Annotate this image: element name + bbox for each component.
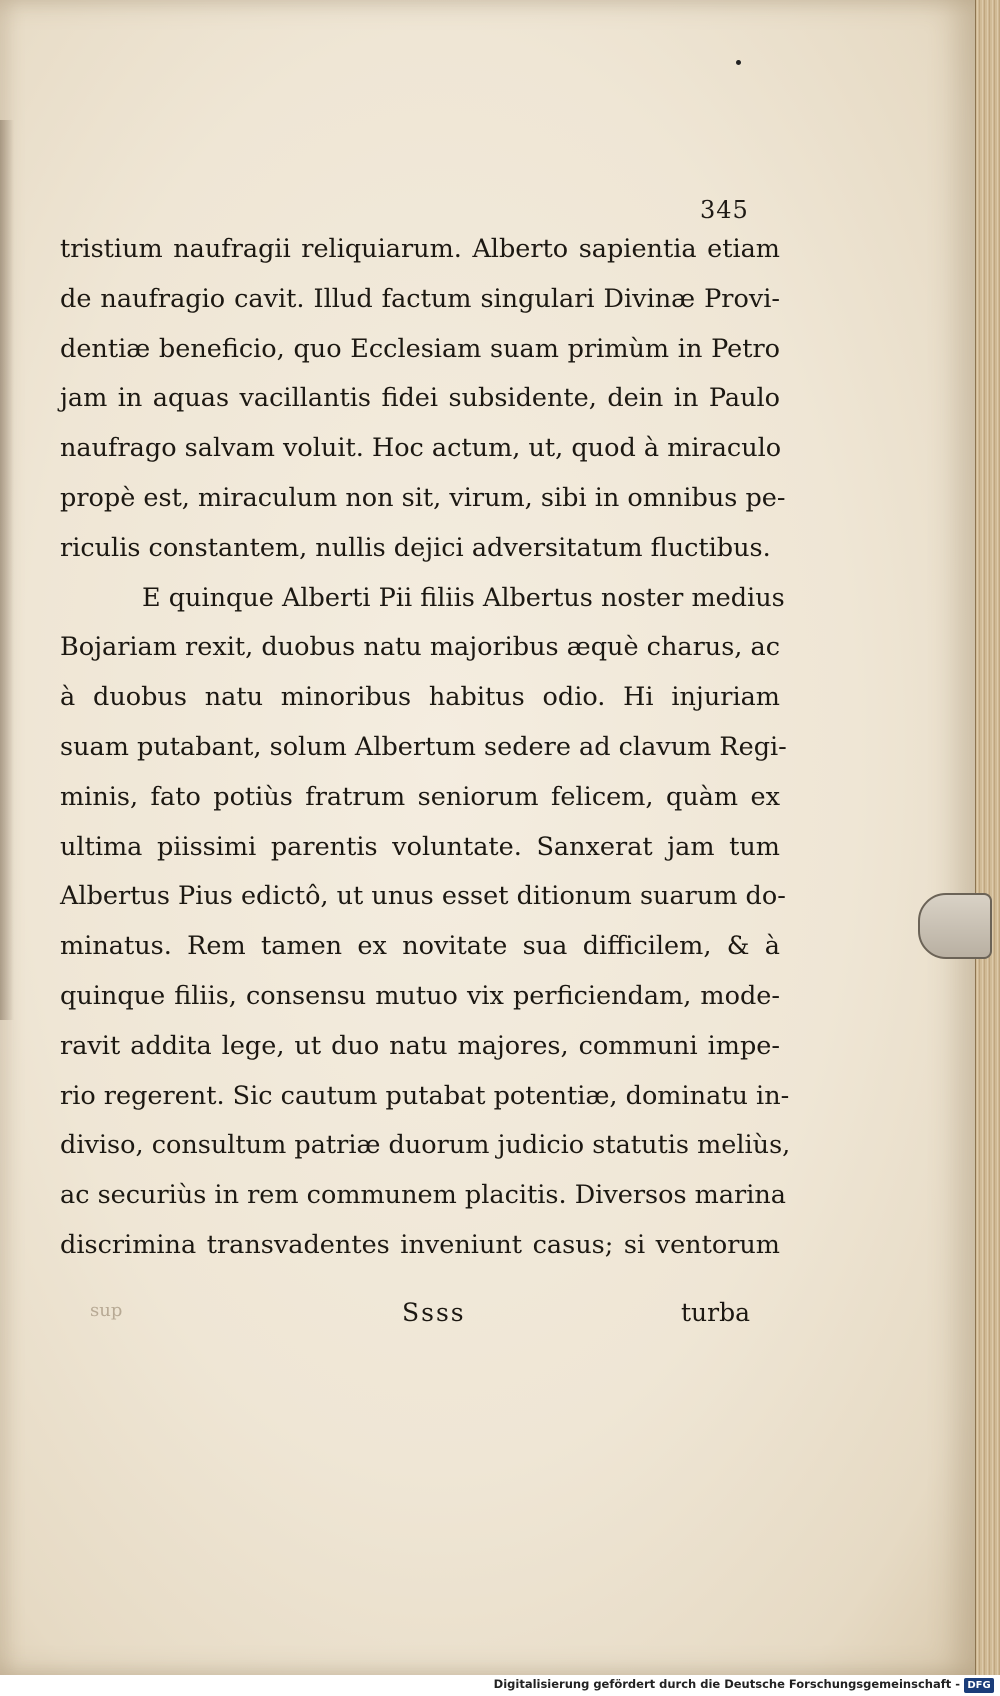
text-line: propè est, miraculum non sit, virum, sibi in omnibus pe- [60,482,786,513]
signature-mark: Ssss [402,1298,466,1327]
body-text [60,225,791,1271]
text-line: minis, fato potiùs fratrum seniorum felicem, quàm ex [60,781,780,812]
text-line: Bojariam rexit, duobus natu majoribus æquè charus, ac [60,632,780,663]
page-number: 345 [700,196,749,224]
ink-speck [736,60,741,65]
text-line: rio regerent. Sic cautum putabat potentiæ, dominatu in- [60,1080,790,1111]
text-line: tristium naufragii reliquiarum. Alberto sapientia etiam [60,234,780,264]
page-fore-edge [975,0,1000,1675]
dfg-logo-icon: DFG [964,1678,994,1693]
digitization-footer [0,1675,1000,1696]
text-line: ravit addita lege, ut duo natu majores, communi impe- [60,1030,780,1061]
page-footer-line [90,1298,750,1338]
text-line: Albertus Pius edictô, ut unus esset ditionum suarum do- [60,881,786,912]
show-through-text: sup [90,1300,123,1321]
funding-credit: Digitalisierung gefördert durch die Deutsche Forschungsgemeinschaft - [493,1677,960,1691]
gutter-shadow [0,120,14,1020]
text-line: discrimina transvadentes inveniunt casus; si ventorum [60,1229,780,1260]
text-line: jam in aquas vacillantis fidei subsidente, dein in Paulo [60,383,780,414]
text-line: naufrago salvam voluit. Hoc actum, ut, quod à miraculo [60,433,782,464]
text-line: ac securiùs in rem communem placitis. Diversos marina [60,1180,786,1211]
page-clip [918,893,992,959]
paragraph-start-line: E quinque Alberti Pii filiis Albertus noster medius [142,582,785,613]
text-line: riculis constantem, nullis dejici adversitatum fluctibus. [60,532,771,563]
text-line: diviso, consultum patriæ duorum judicio statutis meliùs, [60,1130,791,1161]
text-line: minatus. Rem tamen ex novitate sua difficilem, & à [60,931,780,962]
text-line: de naufragio cavit. Illud factum singulari Divinæ Provi- [60,283,780,314]
catchword: turba [680,1298,750,1327]
text-line: ultima piissimi parentis voluntate. Sanxerat jam tum [60,831,780,862]
text-line: suam putabant, solum Albertum sedere ad clavum Regi- [60,731,787,762]
text-line: à duobus natu minoribus habitus odio. Hi injuriam [60,682,780,713]
text-line: dentiæ beneficio, quo Ecclesiam suam primùm in Petro [60,333,780,364]
text-line: quinque filiis, consensu mutuo vix perficiendam, mode- [60,980,780,1011]
